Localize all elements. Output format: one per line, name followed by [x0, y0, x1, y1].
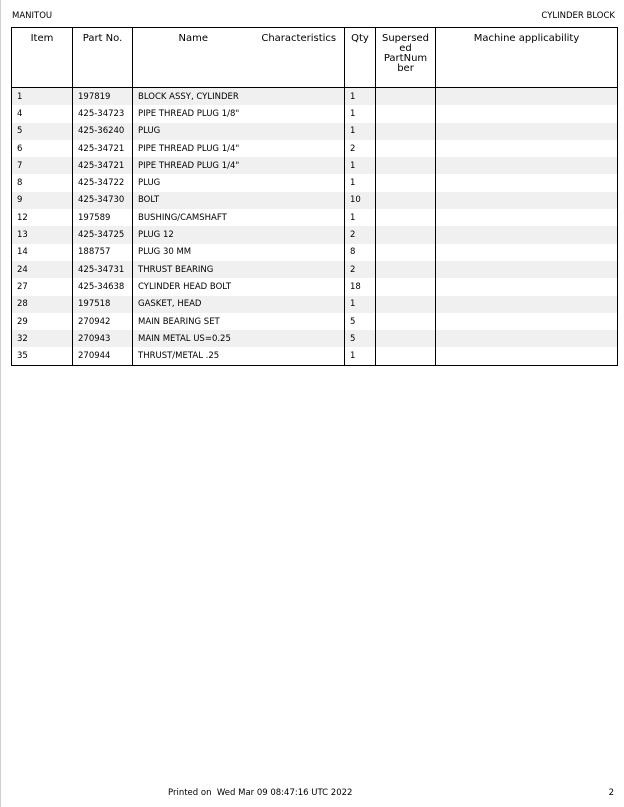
part-no-cell: 270942	[73, 313, 133, 330]
applicability-cell	[436, 347, 618, 365]
col-header-part-no: Part No.	[73, 28, 133, 88]
part-no-cell: 270943	[73, 330, 133, 347]
superseded-cell	[376, 226, 436, 243]
table-row	[12, 226, 618, 243]
part-no-cell: 197589	[73, 209, 133, 226]
item-cell: 28	[12, 296, 73, 313]
name-cell: MAIN METAL US=0.25	[133, 330, 254, 347]
superseded-cell	[376, 296, 436, 313]
name-cell: BLOCK ASSY, CYLINDER	[133, 88, 254, 106]
col-header-characteristics: Characteristics	[254, 28, 345, 88]
part-no-cell: 425-34721	[73, 157, 133, 174]
superseded-line-1: Supersed	[381, 33, 429, 44]
characteristics-cell	[254, 313, 345, 330]
item-cell: 6	[12, 140, 73, 157]
item-cell: 7	[12, 157, 73, 174]
item-cell: 29	[12, 313, 73, 330]
superseded-cell	[376, 157, 436, 174]
table-row	[12, 157, 618, 174]
part-no-cell: 425-34638	[73, 278, 133, 295]
applicability-cell	[436, 244, 618, 261]
applicability-cell	[436, 88, 618, 106]
parts-table-body	[12, 88, 618, 366]
applicability-cell	[436, 157, 618, 174]
characteristics-cell	[254, 88, 345, 106]
applicability-cell	[436, 226, 618, 243]
name-cell: CYLINDER HEAD BOLT	[133, 278, 254, 295]
applicability-cell	[436, 330, 618, 347]
superseded-cell	[376, 347, 436, 365]
printed-on	[168, 788, 352, 798]
table-row	[12, 123, 618, 140]
part-no-cell: 425-34722	[73, 174, 133, 191]
applicability-cell	[436, 278, 618, 295]
superseded-cell	[376, 209, 436, 226]
printed-date: Wed Mar 09 08:47:16 UTC 2022	[216, 788, 353, 798]
name-cell: PLUG 30 MM	[133, 244, 254, 261]
characteristics-cell	[254, 174, 345, 191]
name-cell: PIPE THREAD PLUG 1/4"	[133, 157, 254, 174]
part-no-cell: 425-36240	[73, 123, 133, 140]
superseded-cell	[376, 244, 436, 261]
item-cell: 4	[12, 105, 73, 122]
qty-cell: 2	[345, 261, 376, 278]
name-cell: THRUST/METAL .25	[133, 347, 254, 365]
qty-cell: 1	[345, 174, 376, 191]
name-cell: GASKET, HEAD	[133, 296, 254, 313]
table-row	[12, 209, 618, 226]
item-cell: 27	[12, 278, 73, 295]
col-header-applicability: Machine applicability	[436, 28, 618, 88]
col-header-qty: Qty	[345, 28, 376, 88]
applicability-cell	[436, 192, 618, 209]
qty-cell: 1	[345, 296, 376, 313]
applicability-cell	[436, 209, 618, 226]
table-row	[12, 347, 618, 365]
superseded-cell	[376, 123, 436, 140]
characteristics-cell	[254, 244, 345, 261]
superseded-line-3: PartNum	[383, 53, 428, 64]
superseded-cell	[376, 313, 436, 330]
item-cell: 14	[12, 244, 73, 261]
qty-cell: 5	[345, 313, 376, 330]
superseded-line-4: ber	[397, 63, 414, 74]
item-cell: 5	[12, 123, 73, 140]
characteristics-cell	[254, 123, 345, 140]
superseded-cell	[376, 105, 436, 122]
name-cell: PLUG	[133, 123, 254, 140]
applicability-cell	[436, 313, 618, 330]
table-row	[12, 244, 618, 261]
page-number: 2	[608, 788, 614, 798]
applicability-cell	[436, 123, 618, 140]
part-no-cell: 188757	[73, 244, 133, 261]
characteristics-cell	[254, 347, 345, 365]
table-row	[12, 296, 618, 313]
qty-cell: 1	[345, 88, 376, 106]
name-cell: THRUST BEARING	[133, 261, 254, 278]
name-cell: PIPE THREAD PLUG 1/4"	[133, 140, 254, 157]
qty-cell: 18	[345, 278, 376, 295]
characteristics-cell	[254, 278, 345, 295]
brand-name: MANITOU	[12, 11, 53, 21]
col-header-name: Name	[133, 28, 254, 88]
characteristics-cell	[254, 157, 345, 174]
name-cell: PLUG	[133, 174, 254, 191]
qty-cell: 2	[345, 226, 376, 243]
table-row	[12, 105, 618, 122]
characteristics-cell	[254, 261, 345, 278]
item-cell: 8	[12, 174, 73, 191]
qty-cell: 2	[345, 140, 376, 157]
part-no-cell: 425-34731	[73, 261, 133, 278]
table-row	[12, 261, 618, 278]
characteristics-cell	[254, 105, 345, 122]
part-no-cell: 425-34721	[73, 140, 133, 157]
item-cell: 9	[12, 192, 73, 209]
table-header-row	[12, 28, 618, 88]
qty-cell: 10	[345, 192, 376, 209]
characteristics-cell	[254, 209, 345, 226]
superseded-line-2: ed	[399, 43, 412, 54]
printed-label: Printed on	[168, 788, 212, 798]
page-edge	[0, 0, 1, 807]
table-row	[12, 278, 618, 295]
qty-cell: 5	[345, 330, 376, 347]
table-row	[12, 313, 618, 330]
superseded-cell	[376, 261, 436, 278]
item-cell: 35	[12, 347, 73, 365]
name-cell: MAIN BEARING SET	[133, 313, 254, 330]
name-cell: BOLT	[133, 192, 254, 209]
item-cell: 12	[12, 209, 73, 226]
applicability-cell	[436, 261, 618, 278]
col-header-superseded	[376, 28, 436, 88]
part-no-cell: 425-34725	[73, 226, 133, 243]
table-row	[12, 192, 618, 209]
qty-cell: 1	[345, 123, 376, 140]
table-row	[12, 88, 618, 106]
qty-cell: 8	[345, 244, 376, 261]
table-row	[12, 174, 618, 191]
applicability-cell	[436, 174, 618, 191]
superseded-cell	[376, 192, 436, 209]
item-cell: 13	[12, 226, 73, 243]
name-cell: PIPE THREAD PLUG 1/8"	[133, 105, 254, 122]
part-no-cell: 425-34723	[73, 105, 133, 122]
applicability-cell	[436, 296, 618, 313]
superseded-cell	[376, 174, 436, 191]
table-row	[12, 330, 618, 347]
parts-table	[11, 27, 618, 366]
superseded-cell	[376, 140, 436, 157]
part-no-cell: 270944	[73, 347, 133, 365]
part-no-cell: 197518	[73, 296, 133, 313]
characteristics-cell	[254, 226, 345, 243]
qty-cell: 1	[345, 105, 376, 122]
superseded-cell	[376, 330, 436, 347]
characteristics-cell	[254, 330, 345, 347]
part-no-cell: 197819	[73, 88, 133, 106]
section-title: CYLINDER BLOCK	[541, 11, 615, 21]
superseded-cell	[376, 278, 436, 295]
col-header-item: Item	[12, 28, 73, 88]
item-cell: 32	[12, 330, 73, 347]
applicability-cell	[436, 105, 618, 122]
name-cell: BUSHING/CAMSHAFT	[133, 209, 254, 226]
name-cell: PLUG 12	[133, 226, 254, 243]
applicability-cell	[436, 140, 618, 157]
superseded-cell	[376, 88, 436, 106]
characteristics-cell	[254, 192, 345, 209]
characteristics-cell	[254, 140, 345, 157]
qty-cell: 1	[345, 347, 376, 365]
qty-cell: 1	[345, 157, 376, 174]
qty-cell: 1	[345, 209, 376, 226]
characteristics-cell	[254, 296, 345, 313]
item-cell: 1	[12, 88, 73, 106]
part-no-cell: 425-34730	[73, 192, 133, 209]
table-row	[12, 140, 618, 157]
item-cell: 24	[12, 261, 73, 278]
